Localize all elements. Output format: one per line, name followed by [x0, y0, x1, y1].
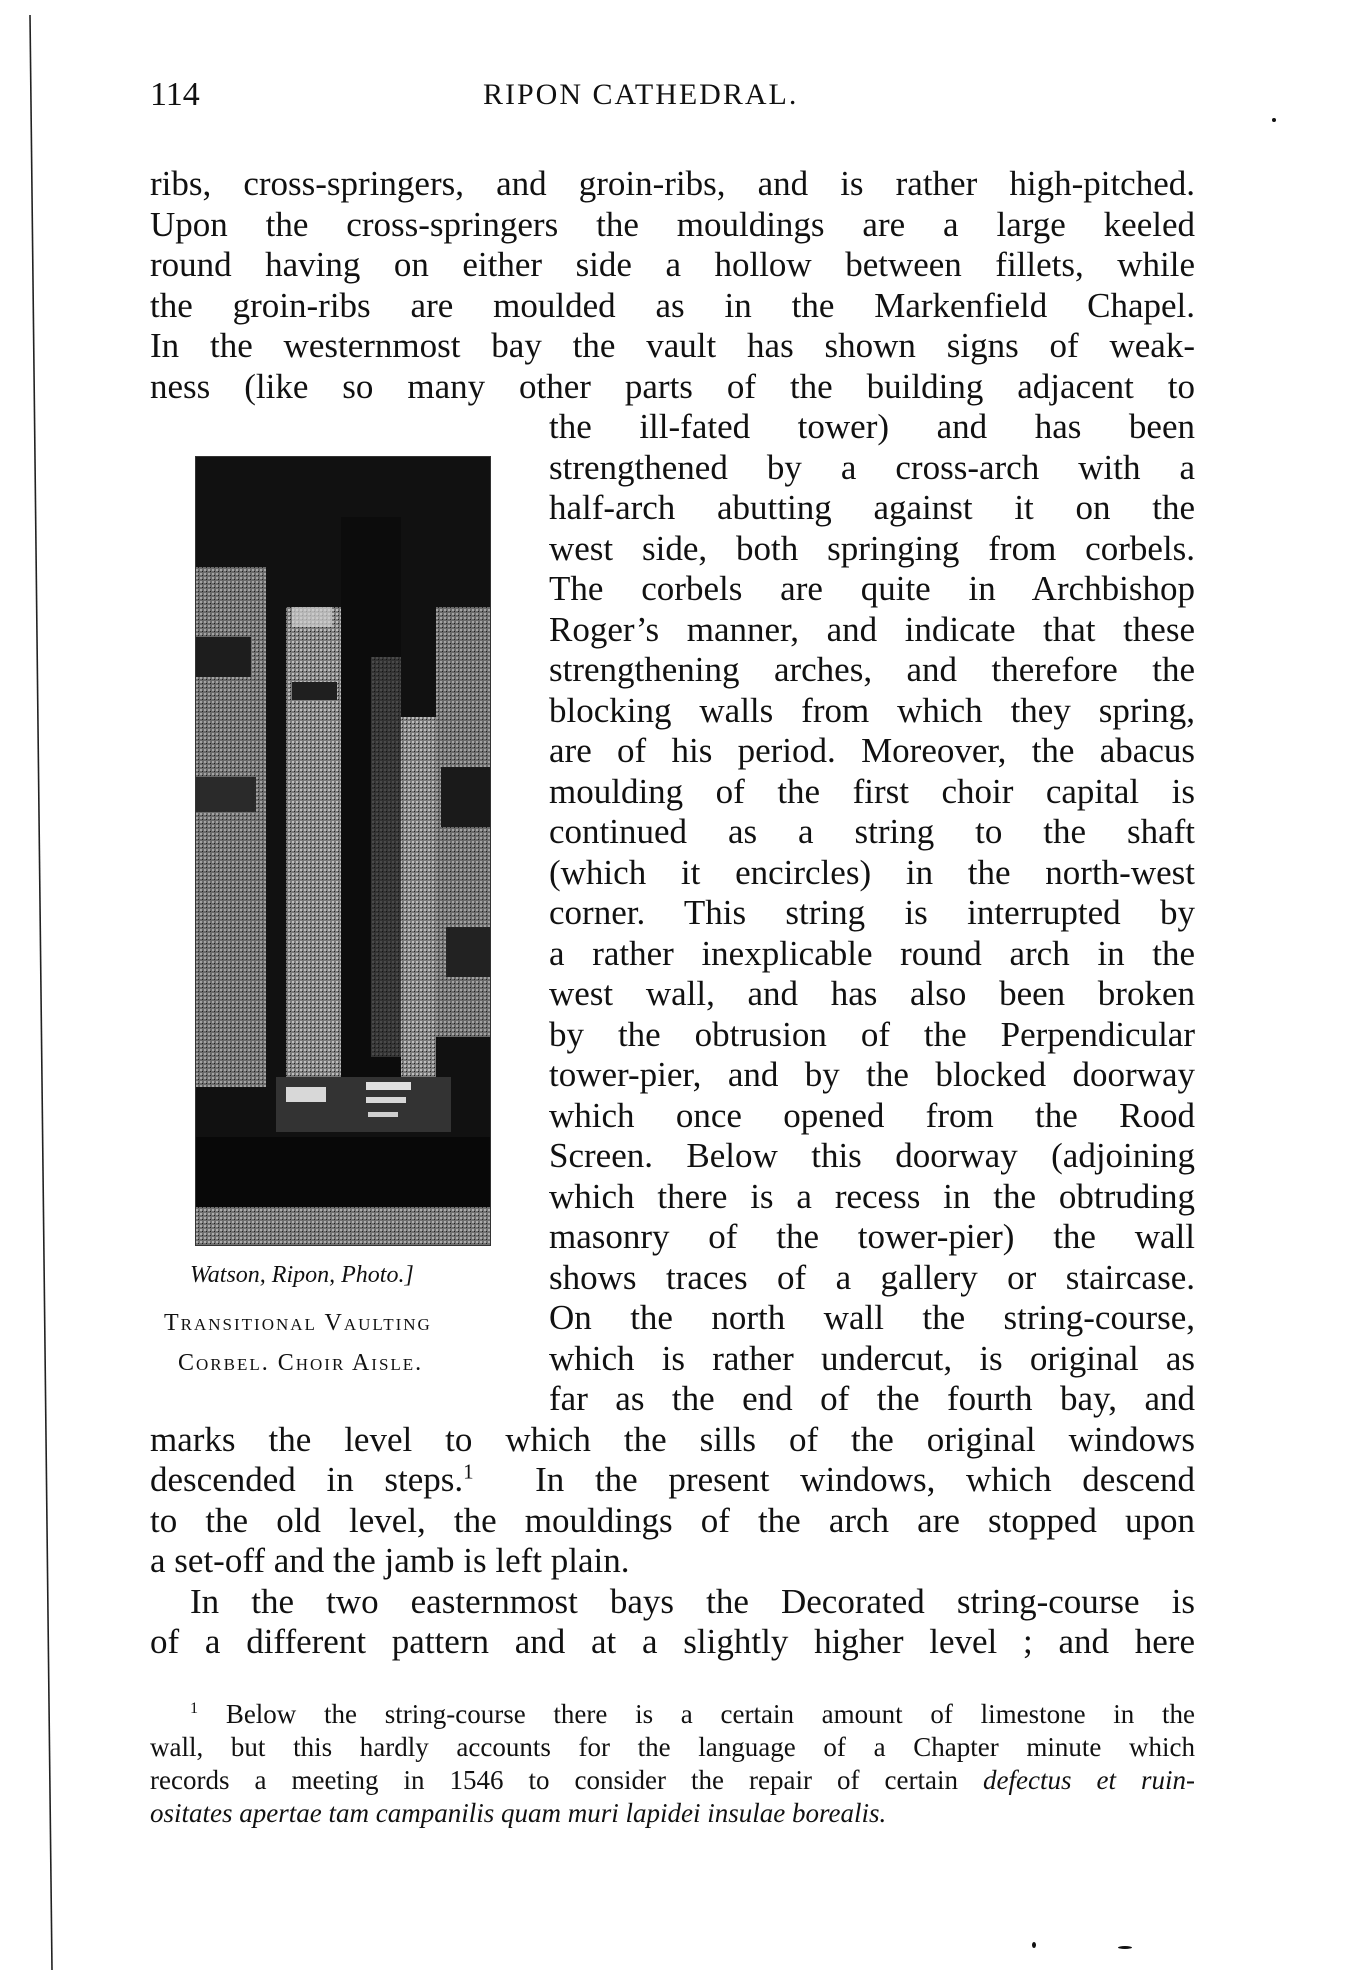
- body-line: a set-off and the jamb is left plain.: [150, 1541, 630, 1580]
- scan-speck: [1118, 1946, 1132, 1949]
- scan-speck: [1272, 118, 1276, 122]
- page-number: 114: [150, 76, 200, 113]
- body-line: marks the level to which the sills of the original windows: [150, 1420, 1195, 1459]
- body-line: masonry of the tower-pier) the wall: [549, 1217, 1195, 1256]
- figure-caption-line-1: Transitional Vaulting: [164, 1310, 432, 1336]
- footnote-text: Below the string-course there is a certain amount of limestone in the: [225, 1699, 1195, 1729]
- running-title: RIPON CATHEDRAL.: [483, 78, 799, 111]
- body-line: tower-pier, and by the blocked doorway: [549, 1055, 1195, 1094]
- body-line: shows traces of a gallery or staircase.: [549, 1257, 1195, 1297]
- body-line: On the north wall the string-course,: [549, 1298, 1195, 1337]
- body-line: to the old level, the mouldings of the arch are stopped upon: [150, 1501, 1195, 1540]
- footnote-marker: 1: [190, 1699, 199, 1717]
- scan-speck: [1032, 1942, 1036, 1948]
- body-line: (which it encircles) in the north-west: [549, 852, 1195, 892]
- body-line: west side, both springing from corbels.: [549, 528, 1195, 568]
- footnote-text: records a meeting in 1546 to consider the repair of certain: [150, 1765, 983, 1795]
- body-line: ribs, cross-springers, and groin-ribs, and is rather high-pitched.: [150, 164, 1195, 203]
- corbel-photo-image: [196, 457, 491, 1246]
- footnote-line: [150, 1764, 1195, 1797]
- body-line: which once opened from the Rood: [549, 1095, 1195, 1135]
- body-line: blocking walls from which they spring,: [549, 690, 1195, 730]
- footnote-line: wall, but this hardly accounts for the language of a Chapter minute which: [150, 1732, 1195, 1762]
- body-line: half-arch abutting against it on the: [549, 488, 1195, 527]
- figure-caption-line-2: Corbel. Choir Aisle.: [178, 1350, 424, 1376]
- body-line: the ill-fated tower) and has been: [549, 407, 1195, 446]
- body-text: In the present windows, which descend: [535, 1460, 1196, 1499]
- footnote-ref: 1: [463, 1459, 474, 1484]
- footnote-latin-text: defectus et ruin-: [983, 1765, 1195, 1795]
- body-line: Roger’s manner, and indicate that these: [549, 609, 1195, 649]
- body-line: [150, 1460, 1195, 1500]
- footnote-line: [150, 1797, 1195, 1830]
- body-line: of a different pattern and at a slightly higher level ; and here: [150, 1622, 1195, 1661]
- body-line: the groin-ribs are moulded as in the Markenfield Chapel.: [150, 285, 1195, 325]
- footnote-line: [150, 1698, 1195, 1731]
- body-line: west wall, and has also been broken: [549, 974, 1195, 1013]
- photo-credit: Watson, Ripon, Photo.]: [190, 1262, 414, 1288]
- body-line: far as the end of the fourth bay, and: [549, 1379, 1195, 1418]
- figure-photo: [195, 456, 491, 1246]
- body-line: corner. This string is interrupted by: [549, 893, 1195, 932]
- body-line: Screen. Below this doorway (adjoining: [549, 1136, 1195, 1175]
- body-line: which there is a recess in the obtruding: [549, 1176, 1195, 1216]
- body-line: a rather inexplicable round arch in the: [549, 933, 1195, 973]
- body-text: descended in steps.: [150, 1460, 464, 1499]
- body-line: are of his period. Moreover, the abacus: [549, 731, 1195, 770]
- body-line: round having on either side a hollow between fillets, while: [150, 245, 1195, 284]
- body-line: moulding of the first choir capital is: [549, 771, 1195, 811]
- body-line: strengthened by a cross-arch with a: [549, 447, 1195, 487]
- footnote-latin-text: ositates apertae tam campanilis quam muri lapidei insulae borealis.: [150, 1798, 887, 1828]
- body-line: In the westernmost bay the vault has shown signs of weak-: [150, 326, 1195, 365]
- body-line: In the two easternmost bays the Decorated string-course is: [190, 1582, 1195, 1621]
- body-line: The corbels are quite in Archbishop: [549, 569, 1195, 608]
- body-line: which is rather undercut, is original as: [549, 1338, 1195, 1378]
- body-line: continued as a string to the shaft: [549, 812, 1195, 851]
- body-line: strengthening arches, and therefore the: [549, 650, 1195, 689]
- body-line: ness (like so many other parts of the building adjacent to: [150, 366, 1195, 406]
- body-line: by the obtrusion of the Perpendicular: [549, 1014, 1195, 1054]
- body-line: Upon the cross-springers the mouldings are a large keeled: [150, 204, 1195, 244]
